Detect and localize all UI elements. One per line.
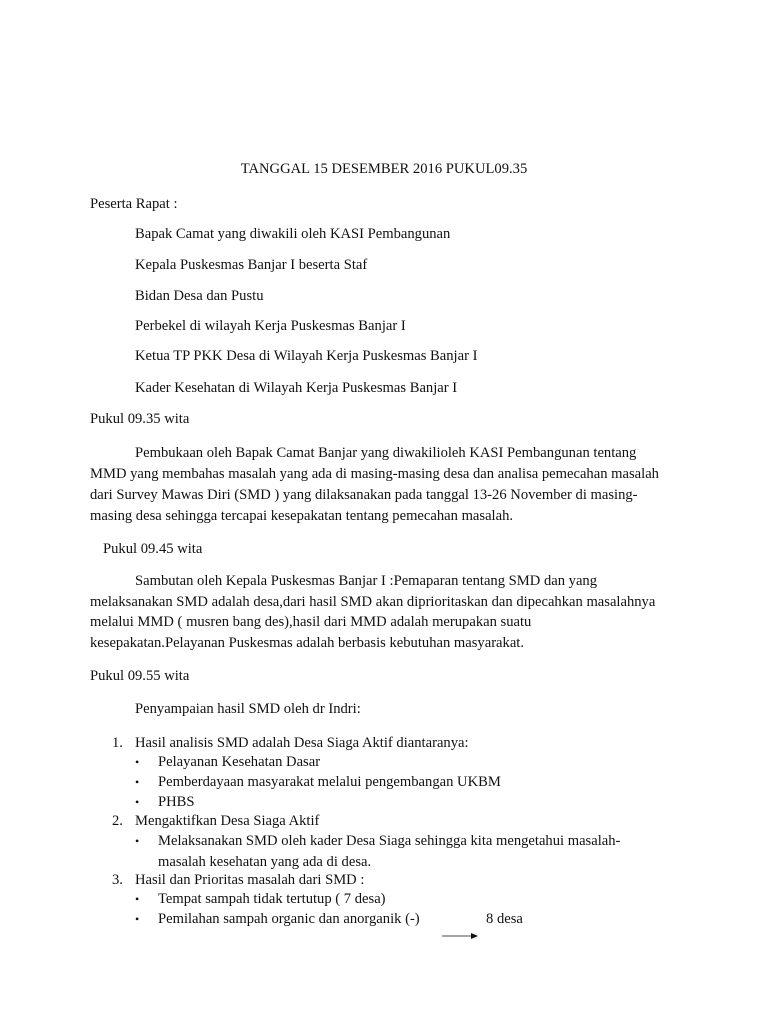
bullet-continuation: masalah kesehatan yang ada di desa. [158,854,372,870]
section-intro: Penyampaian hasil SMD oleh dr Indri: [135,701,361,717]
paragraph-line: Pembukaan oleh Bapak Camat Banjar yang diwakilioleh KASI Pembangunan tentang [135,445,637,461]
list-item: Mengaktifkan Desa Siaga Aktif [135,813,320,829]
peserta-item: Kader Kesehatan di Wilayah Kerja Puskesmas Banjar I [135,380,458,396]
paragraph-line: masing desa sehingga tercapai kesepakatan tentang pemecahan masalah. [90,508,514,524]
bullet-item: Tempat sampah tidak tertutup ( 7 desa) [158,891,386,907]
bullet-icon: • [135,892,140,906]
section-time: Pukul 09.45 wita [103,541,203,557]
document-title: TANGGAL 15 DESEMBER 2016 PUKUL09.35 [240,161,528,177]
list-item: Hasil analisis SMD adalah Desa Siaga Aktif diantaranya: [135,735,469,751]
peserta-item: Bidan Desa dan Pustu [135,288,264,304]
bullet-item: Pelayanan Kesehatan Dasar [158,754,321,770]
paragraph-line: melalui MMD ( musren bang des),hasil dari MMD adalah merupakan suatu [90,614,532,630]
paragraph-line: dari Survey Mawas Diri (SMD ) yang dilaksanakan pada tanggal 13-26 November di masing- [90,487,638,503]
peserta-item: Kepala Puskesmas Banjar I beserta Staf [135,257,368,273]
right-arrow-icon [442,933,478,939]
bullet-item: Pemilahan sampah organic dan anorganik (-) [158,911,420,927]
paragraph-line: kesepakatan.Pelayanan Puskesmas adalah berbasis kebutuhan masyarakat. [90,635,525,651]
peserta-item: Bapak Camat yang diwakili oleh KASI Pembangunan [135,226,451,242]
bullet-icon: • [135,755,140,769]
bullet-item: Pemberdayaan masyarakat melalui pengembangan UKBM [158,774,501,790]
section-time: Pukul 09.55 wita [90,668,190,684]
list-item: Hasil dan Prioritas masalah dari SMD : [135,872,365,888]
paragraph-line: Sambutan oleh Kepala Puskesmas Banjar I :Pemaparan tentang SMD dan yang [135,573,598,589]
bullet-item: Melaksanakan SMD oleh kader Desa Siaga sehingga kita mengetahui masalah- [158,833,621,849]
peserta-item: Perbekel di wilayah Kerja Puskesmas Banjar I [135,318,406,334]
bullet-icon: • [135,834,140,848]
peserta-item: Ketua TP PKK Desa di Wilayah Kerja Puskesmas Banjar I [135,348,478,364]
bullet-icon: • [135,775,140,789]
aside-count: 8 desa [486,911,523,927]
list-number: 2. [112,813,123,829]
list-number: 3. [112,872,123,888]
bullet-icon: • [135,795,140,809]
section-time: Pukul 09.35 wita [90,411,190,427]
paragraph-line: melaksanakan SMD adalah desa,dari hasil SMD akan diprioritaskan dan dipecahkan masalahnya [90,594,656,610]
list-number: 1. [112,735,123,751]
bullet-item: PHBS [158,794,195,810]
bullet-icon: • [135,912,140,926]
peserta-label: Peserta Rapat : [90,196,178,212]
paragraph-line: MMD yang membahas masalah yang ada di masing-masing desa dan analisa pemecahan masalah [90,466,659,482]
